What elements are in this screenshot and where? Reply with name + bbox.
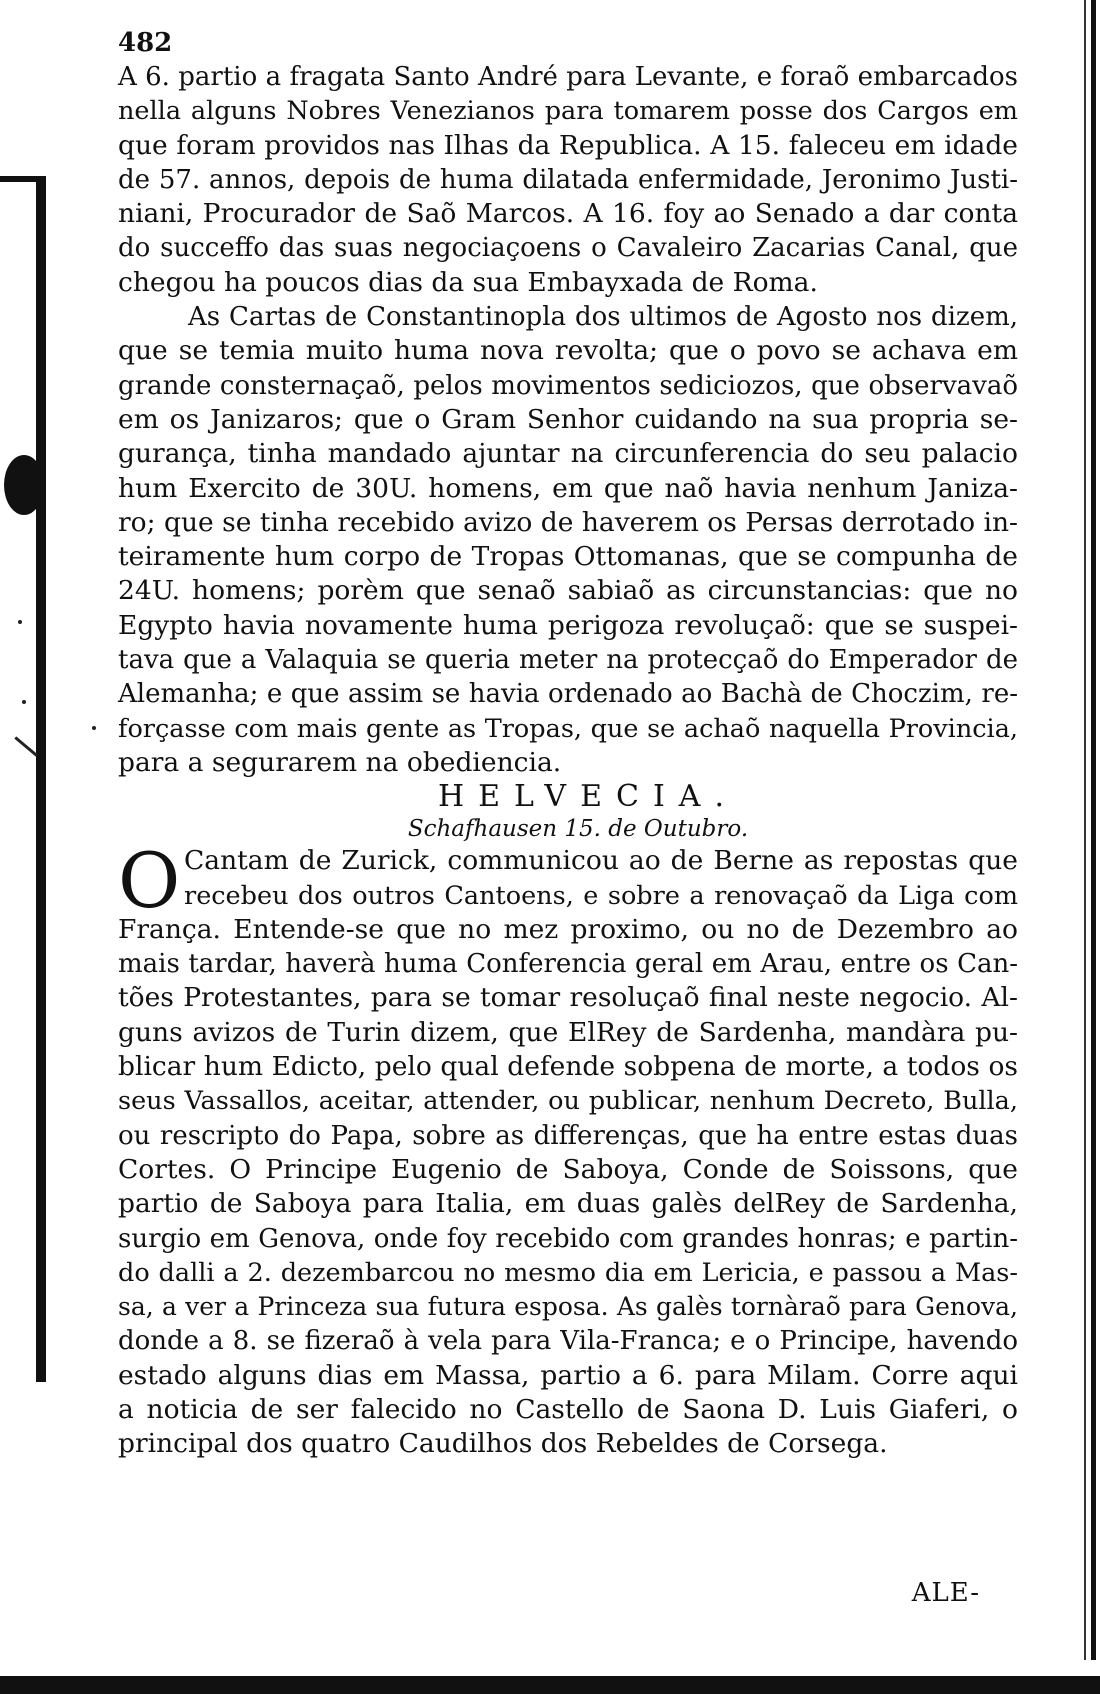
text-line: França. Entende-se que no mez proximo, ou no de Dezembro ao xyxy=(118,913,1018,945)
text-line: gurança, tinha mandado ajuntar na circunferencia do seu palacio xyxy=(118,438,1018,470)
text-line: blicar hum Edicto, pelo qual defende sobpena de morte, a todos os xyxy=(118,1051,1018,1083)
text-line: do succeffo das suas negociaçoens o Cavaleiro Zacarias Canal, que xyxy=(118,233,1018,264)
text-line: estado alguns dias em Massa, partio a 6. para Milam. Corre aqui xyxy=(118,1359,1018,1391)
margin-mark xyxy=(14,736,37,756)
text-line: niani, Procurador de Saõ Marcos. A 16. foy ao Senado a dar conta xyxy=(118,198,1018,230)
paragraph-venice xyxy=(118,60,1018,300)
margin-dot xyxy=(18,620,22,624)
scan-border-right-inner xyxy=(1084,0,1086,1660)
text-line: para a segurarem na obediencia. xyxy=(118,746,562,778)
text-line: ro; que se tinha recebido avizo de haverem os Persas derrotado in- xyxy=(118,506,1018,538)
text-line: tões Protestantes, para se tomar resoluçaõ final neste negocio. Al- xyxy=(118,982,1018,1014)
text-line: donde a 8. se fizeraõ à vela para Vila-Franca; e o Principe, havendo xyxy=(118,1326,1018,1357)
scan-border-right xyxy=(1091,0,1096,1660)
dateline: Schafhausen 15. de Outubro. xyxy=(407,816,749,843)
page-number: 482 xyxy=(118,28,173,58)
margin-dot xyxy=(22,700,26,704)
text-line: partio de Saboya para Italia, em duas galès delRey de Sardenha, xyxy=(118,1188,1018,1220)
text-line: Egypto havia novamente huma perigoza revoluçaõ: que se suspei- xyxy=(118,609,1018,641)
text-line: guns avizos de Turin dizem, que ElRey de Sardenha, mandàra pu- xyxy=(118,1016,1018,1048)
text-line: Cantam de Zurick, communicou ao de Berne as repostas que xyxy=(184,845,1018,877)
text-line: Alemanha; e que assim se havia ordenado ao Bachà de Choczim, re- xyxy=(118,679,1018,710)
text-line: 24U. homens; porèm que senaõ sabiaõ as circunstancias: que no xyxy=(118,575,1018,607)
text-line: A 6. partio a fragata Santo André para Levante, e foraõ embarcados xyxy=(118,62,1018,92)
text-line: grande consternaçaõ, pelos movimentos sediciozos, que observavaõ xyxy=(118,370,1018,401)
text-line: forçasse com mais gente as Tropas, que se achaõ naquella Provincia, xyxy=(118,713,1018,744)
catchword: ALE- xyxy=(911,1578,980,1608)
text-line: principal dos quatro Caudilhos dos Rebeldes de Corsega. xyxy=(118,1428,888,1460)
text-line: recebeu dos outros Cantoens, e sobre a renovaçaõ da Liga com xyxy=(184,880,1018,911)
scan-border-bottom xyxy=(0,1676,1100,1694)
text-line: sa, a ver a Princeza sua futura esposa. As galès tornàraõ para Genova, xyxy=(118,1292,1018,1322)
text-line: teiramente hum corpo de Tropas Ottomanas, que se compunha de xyxy=(118,541,1018,573)
text-line: hum Exercito de 30U. homens, em que naõ havia nenhum Janiza- xyxy=(118,472,1018,504)
text-line: que se temia muito huma nova revolta; que o povo se achava em xyxy=(118,335,1018,367)
text-line: nella alguns Nobres Venezianos para tomarem posse dos Cargos em xyxy=(118,96,1018,127)
paragraph-helvecia xyxy=(118,836,1018,1461)
text-line: chegou ha poucos dias da sua Embayxada de Roma. xyxy=(118,266,818,298)
paragraph-constantinople xyxy=(118,300,1018,780)
text-line: ou rescripto do Papa, sobre as differenças, que ha entre estas duas xyxy=(118,1120,1018,1151)
ink-blot xyxy=(4,455,44,515)
text-line: seus Vassallos, aceitar, attender, ou publicar, nenhum Decreto, Bulla, xyxy=(118,1086,1018,1117)
text-line: de 57. annos, depois de huma dilatada enfermidade, Jeronimo Justi- xyxy=(118,164,1018,195)
text-line: As Cartas de Constantinopla dos ultimos de Agosto nos dizem, xyxy=(188,302,1018,333)
scan-gutter-bar xyxy=(36,182,46,1382)
text-line: mais tardar, haverà huma Conferencia geral em Arau, entre os Can- xyxy=(118,949,1018,980)
text-line: do dalli a 2. dezembarcou no mesmo dia em Lericia, e passou a Mas- xyxy=(118,1257,1018,1288)
text-line: que foram providos nas Ilhas da Republica. A 15. faleceu em idade xyxy=(118,129,1018,161)
section-title: HELVECIA. xyxy=(438,779,738,815)
text-line: em os Janizaros; que o Gram Senhor cuidando na sua propria se- xyxy=(118,403,1018,435)
text-line: surgio em Genova, onde foy recebido com grandes honras; e partin- xyxy=(118,1223,1018,1254)
text-line: tava que a Valaquia se queria meter na protecçaõ do Emperador de xyxy=(118,645,1018,676)
page-text xyxy=(118,26,1018,1462)
text-line: a noticia de ser falecido no Castello de Saona D. Luis Giaferi, o xyxy=(118,1393,1018,1425)
text-line: Cortes. O Principe Eugenio de Saboya, Conde de Soissons, que xyxy=(118,1153,1018,1185)
margin-dot xyxy=(92,726,96,730)
drop-cap: O xyxy=(118,836,181,926)
